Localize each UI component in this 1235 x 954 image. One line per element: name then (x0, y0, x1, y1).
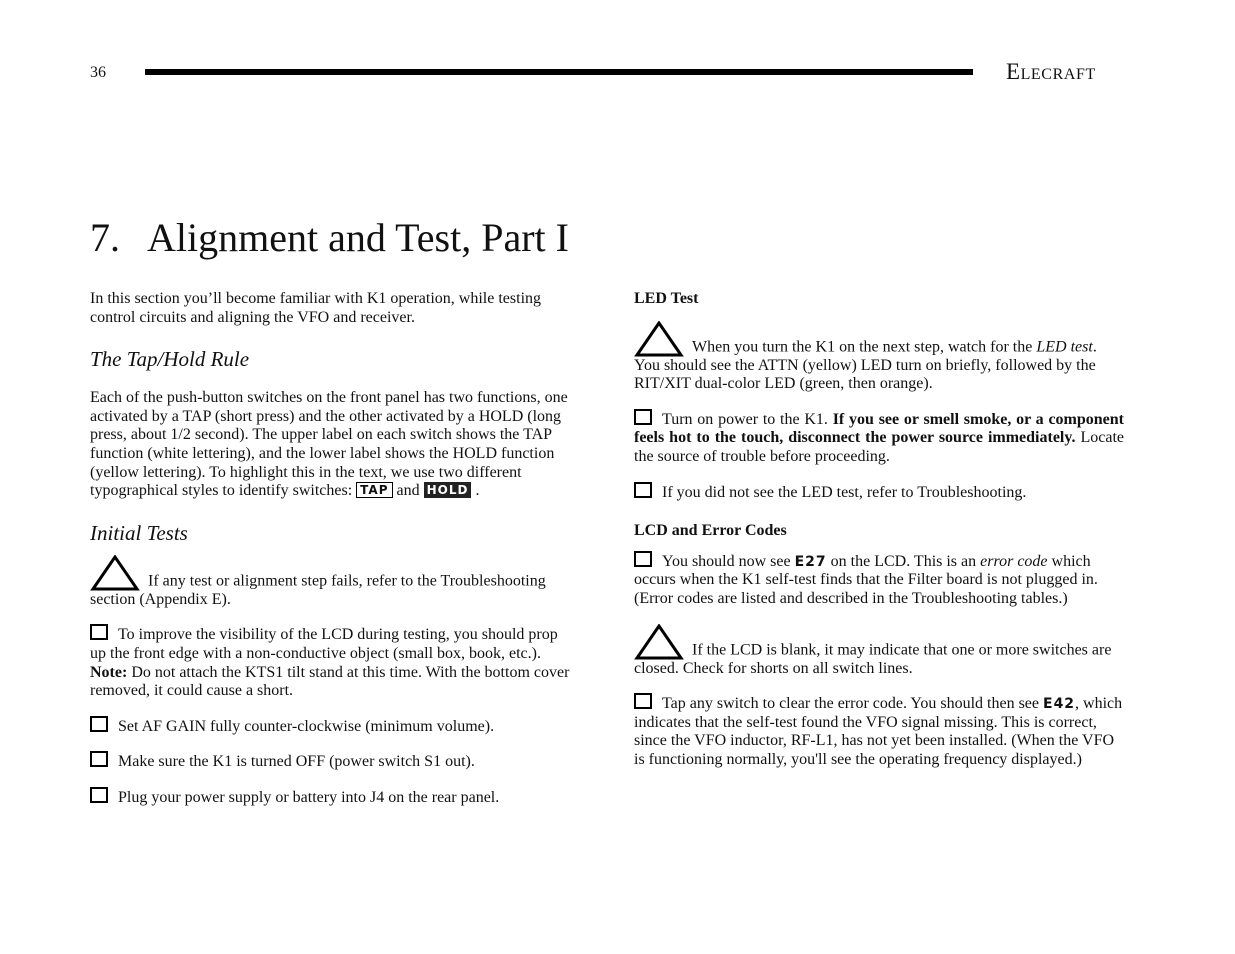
clear-error-text-a: Tap any switch to clear the error code. You should then see (662, 695, 1039, 713)
power-on-warning: If you see or smell smoke, or a component feels hot to the touch, disconnect the power source immediately. (634, 410, 1125, 447)
led-test-heading: LED Test (634, 290, 699, 307)
warning-led-emphasis: LED test (1036, 338, 1093, 355)
e27-text-b: on the LCD. This is an (830, 552, 977, 570)
lcd-error-codes-heading: LCD and Error Codes (634, 522, 787, 540)
warning-triangle-icon (90, 555, 140, 591)
checkbox-icon[interactable] (634, 693, 652, 709)
checkbox-icon[interactable] (90, 751, 108, 767)
checkbox-icon[interactable] (90, 624, 108, 640)
step-plug-supply-text: Plug your power supply or battery into J4 on the rear panel. (118, 788, 500, 806)
initial-tests-heading: Initial Tests (90, 520, 188, 545)
tap-key-example: TAP (356, 482, 392, 498)
warning-step-fails (90, 555, 575, 610)
right-column (634, 290, 1124, 785)
warning-triangle-icon (634, 624, 684, 660)
warning-led-text-b: . You should see the ATTN (yellow) LED turn on briefly, followed by the RIT/XIT dual-color LED (green, then orange). (634, 338, 1097, 393)
checkbox-icon[interactable] (90, 787, 108, 803)
no-led-text: If you did not see the LED test, refer to Troubleshooting. (662, 483, 1027, 501)
e27-text-c: which occurs when the K1 self-test finds that the Filter board is not plugged in. (Error codes are listed and described in the Troubleshooting tables.) (634, 552, 1098, 607)
warning-lcd-blank-text: If the LCD is blank, it may indicate that one or more switches are closed. Check for shorts on all switch lines. (634, 640, 1112, 677)
checkbox-icon[interactable] (90, 716, 108, 732)
e27-text-a: You should now see (662, 552, 791, 570)
page-number: 36 (90, 64, 106, 81)
step-lcd-visibility-note: Do not attach the KTS1 tilt stand at this time. With the bottom cover removed, it could cause a short. (90, 663, 570, 700)
checkbox-icon[interactable] (634, 409, 652, 425)
left-column (90, 290, 575, 823)
step-af-gain (90, 716, 575, 737)
section-title-text: Alignment and Test, Part I (147, 215, 569, 260)
tap-hold-paragraph (90, 389, 575, 501)
warning-led-text-a: When you turn the K1 on the next step, watch for the (692, 338, 1033, 355)
tap-hold-body: Each of the push-button switches on the front panel has two functions, one activated by a TAP (short press) and the other activated by a HOLD (long press, about 1/2 second). The upper label on each switch shows the TAP function (white lettering), and the lower label shows the HOLD function (yellow lettering). To highlight this in the text, we use two different typographical styles to identify switches: (90, 389, 568, 500)
section-title (90, 214, 569, 261)
warning-lcd-blank (634, 624, 1124, 679)
header-rule (145, 69, 973, 75)
warning-step-fails-text: If any test or alignment step fails, refer to the Troubleshooting section (Appendix E). (90, 572, 546, 608)
warning-triangle-icon (634, 321, 684, 357)
hold-key-example: HOLD (424, 482, 472, 498)
lcd-code-e42: E42 (1043, 696, 1076, 713)
period: . (475, 482, 480, 500)
step-af-gain-text: Set AF GAIN fully counter-clockwise (minimum volume). (118, 717, 495, 735)
power-on-followup: Locate the source of trouble before proceeding. (634, 429, 1125, 465)
brand-initial: E (1006, 59, 1021, 84)
power-on-text: Turn on power to the K1. (662, 410, 828, 428)
step-power-off-text: Make sure the K1 is turned OFF (power switch S1 out). (118, 753, 475, 771)
step-plug-supply (90, 787, 575, 808)
step-e27 (634, 551, 1124, 609)
lcd-code-e27: E27 (794, 553, 827, 570)
brand-rest: LECRAFT (1020, 66, 1096, 83)
step-no-led (634, 482, 1124, 503)
step-power-on (634, 409, 1124, 467)
note-label: Note: (90, 663, 128, 681)
warning-led-test (634, 321, 1124, 394)
step-power-off (90, 751, 575, 772)
checkbox-icon[interactable] (634, 482, 652, 498)
section-number: 7. (90, 215, 120, 260)
and-text: and (396, 482, 420, 500)
step-clear-error (634, 693, 1124, 769)
tap-hold-heading: The Tap/Hold Rule (90, 347, 250, 372)
clear-error-text-b: , which indicates that the self-test found the VFO signal missing. This is correct, since the VFO inductor, RF-L1, has not yet been installed. (When the VFO is functioning normally, you'll see the operating frequency displayed.) (634, 695, 1123, 768)
intro-paragraph: In this section you’ll become familiar with K1 operation, while testing control circuits and aligning the VFO and receiver. (90, 290, 542, 326)
brand-name (1006, 59, 1096, 85)
error-code-emphasis: error code (980, 552, 1048, 570)
step-lcd-visibility-text: To improve the visibility of the LCD during testing, you should prop up the front edge with a non-conductive object (small box, book, etc.). (90, 626, 558, 662)
checkbox-icon[interactable] (634, 551, 652, 567)
step-lcd-visibility (90, 624, 575, 700)
